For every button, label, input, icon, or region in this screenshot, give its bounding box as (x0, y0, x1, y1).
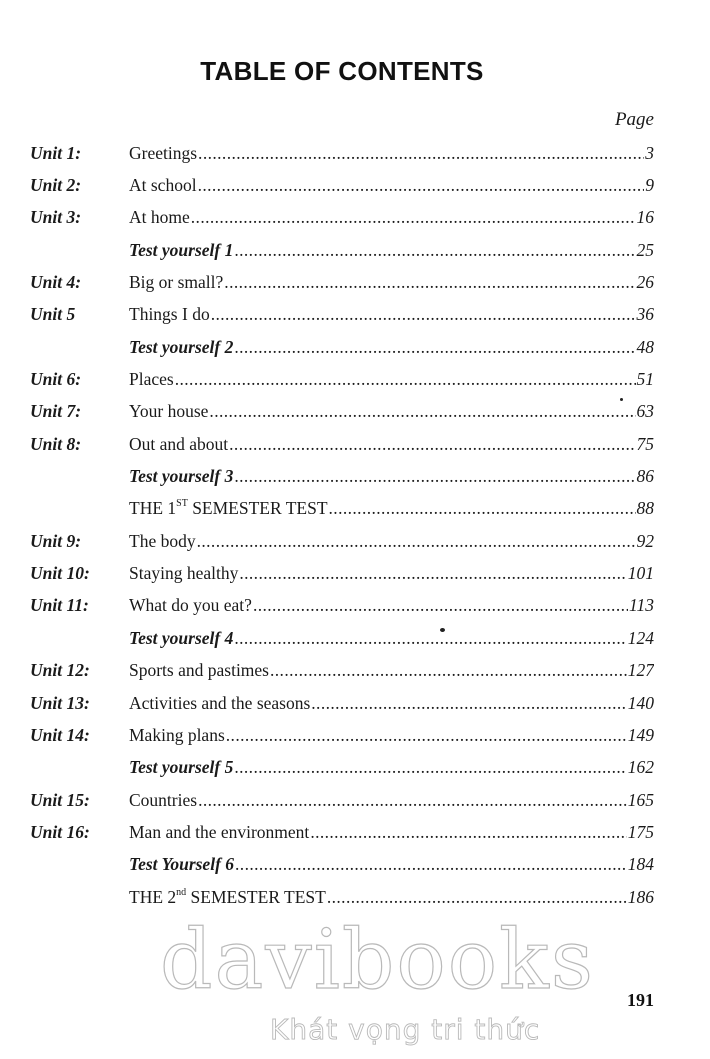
toc-row (30, 460, 654, 492)
toc-entry (129, 725, 654, 746)
toc-row (30, 849, 654, 881)
page-ref: 92 (636, 530, 654, 551)
toc-entry (129, 693, 654, 714)
page-ref: 165 (627, 789, 654, 810)
toc-entry (129, 498, 654, 519)
dot-leader (253, 595, 628, 616)
unit-label: Unit 15: (30, 789, 90, 810)
entry-title: Staying healthy (129, 563, 239, 584)
toc-entry (129, 175, 654, 196)
page-ref: 101 (627, 563, 654, 584)
toc-row (30, 137, 654, 169)
dot-leader (197, 531, 636, 552)
page-ref: 63 (636, 401, 654, 422)
entry-title-suffix: SEMESTER TEST (186, 886, 326, 907)
toc-entry (129, 466, 654, 487)
dot-leader (310, 822, 626, 843)
toc-row (30, 493, 654, 525)
page-ref: 3 (645, 142, 654, 163)
toc-row (30, 202, 654, 234)
toc-entry (129, 337, 654, 358)
toc-row (30, 266, 654, 298)
entry-title: Countries (129, 789, 198, 810)
entry-title: Places (129, 369, 174, 390)
toc-entry (129, 531, 654, 552)
unit-label: Unit 16: (30, 821, 90, 842)
page-number: 191 (627, 990, 654, 1010)
entry-title-prefix: THE 1 (129, 498, 177, 519)
dot-leader (229, 434, 635, 455)
dot-leader (327, 887, 627, 908)
unit-label: Unit 1: (30, 142, 82, 163)
toc-entry (129, 790, 654, 811)
toc-entry (129, 401, 654, 422)
entry-title-prefix: THE 2 (129, 886, 177, 907)
unit-label: Unit 6: (30, 369, 82, 390)
page-column-header: Page (614, 109, 654, 130)
toc-row (30, 525, 654, 557)
dot-leader (234, 628, 626, 649)
toc-row (30, 169, 654, 201)
page-ref: 48 (636, 336, 654, 357)
unit-label: Unit 11: (30, 595, 89, 616)
print-speck (440, 628, 445, 632)
toc-entry (129, 757, 654, 778)
page-ref: 36 (636, 304, 654, 325)
toc-entry (129, 272, 654, 293)
page-ref: 26 (636, 272, 654, 293)
dot-leader (198, 143, 644, 164)
unit-label: Unit 8: (30, 433, 82, 454)
toc-entry (129, 563, 654, 584)
toc-entry (129, 434, 654, 455)
toc-entry (129, 822, 654, 843)
dot-leader (235, 854, 627, 875)
page-ref: 140 (627, 692, 654, 713)
unit-label: Unit 9: (30, 530, 82, 551)
toc-row (30, 622, 654, 654)
unit-label: Unit 7: (30, 401, 82, 422)
unit-label: Unit 2: (30, 175, 82, 196)
dot-leader (270, 660, 627, 681)
entry-title: At home (129, 207, 190, 228)
toc-entry (129, 854, 654, 875)
page-ref: 186 (627, 886, 654, 907)
entry-title: Making plans (129, 724, 225, 745)
page-ref: 113 (629, 595, 654, 616)
page-ref: 9 (645, 175, 654, 196)
entry-title: Big or small? (129, 272, 224, 293)
dot-leader (234, 466, 635, 487)
toc-row (30, 784, 654, 816)
ordinal-suffix: ST (176, 498, 188, 510)
dot-leader (239, 563, 626, 584)
unit-label: Unit 12: (30, 660, 90, 681)
entry-title: Out and about (129, 433, 229, 454)
page-ref: 162 (627, 757, 654, 778)
toc-entry (129, 207, 654, 228)
dot-leader (224, 272, 635, 293)
entry-title: Greetings (129, 142, 198, 163)
watermark-logo: davibooks (160, 913, 595, 1008)
test-title: Test yourself 4 (129, 627, 234, 648)
dot-leader (198, 790, 627, 811)
test-title: Test yourself 1 (129, 239, 234, 260)
toc-row (30, 590, 654, 622)
entry-title: Things I do (129, 304, 210, 325)
toc-row (30, 363, 654, 395)
page-ref: 25 (636, 239, 654, 260)
test-title: Test Yourself 6 (129, 854, 235, 875)
toc-entry (129, 887, 654, 908)
entry-title: Sports and pastimes (129, 660, 269, 681)
page-ref: 124 (627, 627, 654, 648)
page-ref: 51 (636, 369, 654, 390)
unit-label: Unit 10: (30, 563, 90, 584)
toc-row (30, 687, 654, 719)
toc-row (30, 752, 654, 784)
toc-entry (129, 595, 654, 616)
toc-row (30, 396, 654, 428)
test-title: Test yourself 2 (129, 336, 234, 357)
toc-row (30, 299, 654, 331)
dot-leader (191, 207, 636, 228)
toc-entry (129, 304, 654, 325)
watermark-tagline: Khát vọng tri thức (270, 1013, 541, 1046)
entry-title: The body (129, 530, 196, 551)
page-ref: 16 (636, 207, 654, 228)
page-ref: 88 (636, 498, 654, 519)
page-ref: 175 (627, 821, 654, 842)
entry-title (129, 498, 328, 519)
toc-row (30, 816, 654, 848)
toc-entry (129, 369, 654, 390)
toc-row (30, 719, 654, 751)
unit-label: Unit 13: (30, 692, 90, 713)
toc-row (30, 234, 654, 266)
test-title: Test yourself 5 (129, 757, 234, 778)
unit-label: Unit 4: (30, 272, 82, 293)
entry-title: At school (129, 175, 197, 196)
entry-title: What do you eat? (129, 595, 252, 616)
dot-leader (175, 369, 636, 390)
page-ref: 149 (627, 724, 654, 745)
entry-title-suffix: SEMESTER TEST (187, 498, 328, 519)
test-title: Test yourself 3 (129, 466, 234, 487)
dot-leader (198, 175, 645, 196)
entry-title: Activities and the seasons (129, 692, 311, 713)
page-ref: 86 (636, 466, 654, 487)
toc-list (30, 137, 654, 913)
dot-leader (234, 757, 626, 778)
toc-row (30, 881, 654, 913)
dot-leader (211, 304, 636, 325)
dot-leader (311, 693, 626, 714)
toc-row (30, 428, 654, 460)
page-ref: 75 (636, 433, 654, 454)
dot-leader (234, 337, 635, 358)
unit-label: Unit 5 (30, 304, 76, 325)
entry-title: Your house (129, 401, 209, 422)
entry-title (129, 887, 326, 908)
toc-entry (129, 143, 654, 164)
toc-row (30, 655, 654, 687)
page-ref: 127 (627, 660, 654, 681)
toc-entry (129, 660, 654, 681)
toc-row (30, 557, 654, 589)
page-title: TABLE OF CONTENTS (200, 56, 484, 86)
print-speck (620, 398, 623, 401)
unit-label: Unit 14: (30, 724, 90, 745)
toc-entry (129, 628, 654, 649)
toc-entry (129, 240, 654, 261)
entry-title: Man and the environment (129, 821, 310, 842)
unit-label: Unit 3: (30, 207, 82, 228)
toc-row (30, 331, 654, 363)
dot-leader (209, 401, 635, 422)
ordinal-suffix: nd (176, 886, 187, 898)
dot-leader (226, 725, 627, 746)
page-ref: 184 (627, 854, 654, 875)
dot-leader (234, 240, 635, 261)
dot-leader (329, 498, 636, 519)
